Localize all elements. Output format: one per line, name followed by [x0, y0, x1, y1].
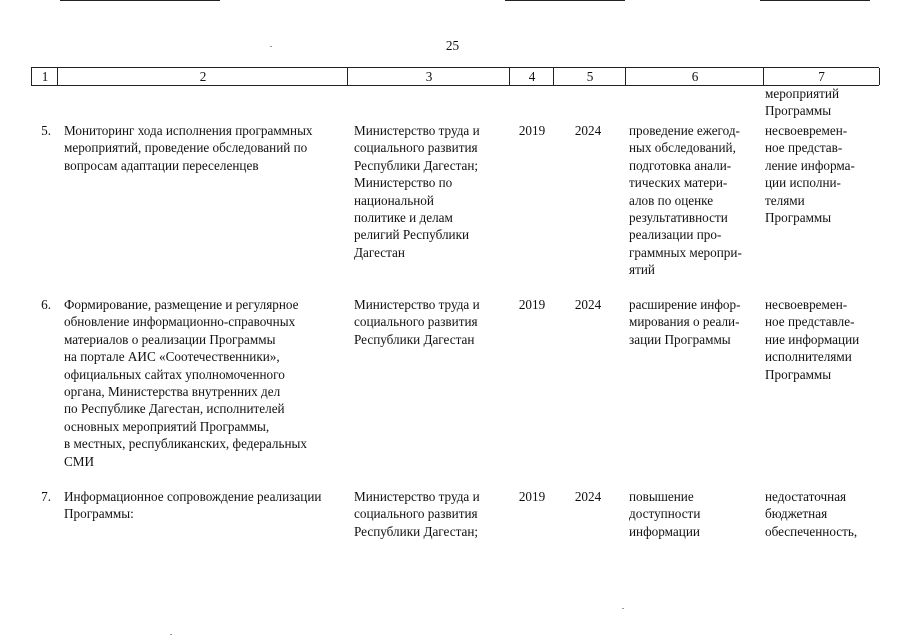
carryover-line: мероприятий: [765, 86, 840, 101]
text-line: основных мероприятий Программы,: [64, 418, 270, 434]
text-line: несвоевремен-: [765, 297, 848, 312]
start-year: 2019: [518, 489, 546, 504]
text-line: Республики Дагестан: [354, 331, 475, 347]
text-line: недостаточная: [765, 489, 847, 504]
carryover-text: [765, 85, 875, 120]
risk-cell: [765, 296, 875, 383]
text-line: Программы: [765, 366, 832, 382]
table-header: [31, 67, 879, 86]
text-line: зации Программы: [629, 331, 731, 347]
executors-cell: [354, 296, 503, 348]
text-line: материалов о реализации Программы: [64, 331, 276, 347]
text-line: Республики Дагестан;: [354, 157, 479, 173]
text-line: ление информа-: [765, 157, 855, 173]
end-year: 2024: [574, 297, 602, 312]
text-line: информации: [629, 523, 700, 539]
text-line: ное представ-: [765, 140, 843, 156]
end-year: 2024: [574, 489, 602, 504]
text-line: мирования о реали-: [629, 314, 740, 330]
header-col-3: 3: [347, 68, 510, 85]
text-line: повышение: [629, 489, 694, 504]
text-line: в местных, республиканских, федеральных: [64, 436, 307, 452]
header-col-1: 1: [31, 68, 58, 85]
result-cell: [629, 488, 760, 540]
start-year: 2019: [518, 297, 546, 312]
text-line: СМИ: [64, 453, 95, 469]
text-line: результативности: [629, 210, 728, 226]
text-line: обновление информационно-справочных: [64, 314, 296, 330]
text-line: религий Республики: [354, 227, 470, 243]
text-line: расширение инфор-: [629, 297, 741, 312]
text-line: Министерство труда и: [354, 297, 480, 312]
page-number: 25: [445, 38, 460, 53]
row-number: 7.: [41, 489, 51, 504]
text-line: ное представле-: [765, 314, 855, 330]
text-line: вопросам адаптации переселенцев: [64, 157, 259, 173]
scan-edge-top-right: [505, 0, 625, 1]
header-col-2: 2: [57, 68, 348, 85]
text-line: алов по оценке: [629, 192, 714, 208]
text-line: ных обследований,: [629, 140, 736, 156]
text-line: ции исполни-: [765, 175, 841, 191]
header-col-4: 4: [509, 68, 554, 85]
scan-edge-top-left: [60, 0, 220, 1]
scan-speck: [622, 608, 624, 609]
end-year: 2024: [574, 123, 602, 138]
text-line: Информационное сопровождение реализации: [64, 489, 322, 504]
text-line: социального развития: [354, 506, 478, 522]
text-line: бюджетная: [765, 506, 828, 522]
measure-cell: [64, 122, 347, 174]
header-col-6: 6: [625, 68, 764, 85]
text-line: подготовка анали-: [629, 157, 732, 173]
measure-cell: [64, 488, 347, 523]
text-line: официальных сайтах уполномоченного: [64, 366, 285, 382]
text-line: Дагестан: [354, 244, 405, 260]
text-line: Министерство труда и: [354, 123, 480, 138]
text-line: доступности: [629, 506, 701, 522]
text-line: реализации про-: [629, 227, 722, 243]
text-line: телями: [765, 192, 805, 208]
text-line: ние информации: [765, 331, 860, 347]
header-col-7: 7: [763, 68, 880, 85]
measure-cell: [64, 296, 347, 470]
text-line: политике и делам: [354, 210, 453, 226]
scan-speck: [270, 46, 272, 47]
risk-cell: [765, 488, 875, 540]
header-col-5: 5: [553, 68, 626, 85]
text-line: Мониторинг хода исполнения программных: [64, 123, 313, 138]
text-line: национальной: [354, 192, 434, 208]
text-line: исполнителями: [765, 349, 852, 365]
text-line: социального развития: [354, 314, 478, 330]
text-line: Министерство труда и: [354, 489, 480, 504]
text-line: на портале АИС «Соотечественники»,: [64, 349, 280, 365]
risk-cell: [765, 122, 875, 226]
row-number: 6.: [41, 297, 51, 312]
text-line: Программы:: [64, 506, 134, 522]
result-cell: [629, 122, 760, 279]
text-line: несвоевремен-: [765, 123, 848, 138]
text-line: Республики Дагестан;: [354, 523, 479, 539]
text-line: граммных меропри-: [629, 244, 742, 260]
executors-cell: [354, 122, 503, 261]
executors-cell: [354, 488, 503, 540]
text-line: тических матери-: [629, 175, 728, 191]
start-year: 2019: [518, 123, 546, 138]
text-line: по Республике Дагестан, исполнителей: [64, 401, 285, 417]
text-line: Формирование, размещение и регулярное: [64, 297, 299, 312]
row-number: 5.: [41, 123, 51, 138]
text-line: обеспеченность,: [765, 523, 858, 539]
text-line: Министерство по: [354, 175, 453, 191]
text-line: органа, Министерства внутренних дел: [64, 384, 281, 400]
result-cell: [629, 296, 760, 348]
text-line: мероприятий, проведение обследований по: [64, 140, 308, 156]
scan-edge-top-far: [760, 0, 870, 1]
text-line: ятий: [629, 262, 655, 278]
text-line: Программы: [765, 210, 832, 226]
carryover-line: Программы: [765, 103, 832, 119]
text-line: социального развития: [354, 140, 478, 156]
scan-speck: [170, 634, 172, 635]
text-line: проведение ежегод-: [629, 123, 740, 138]
